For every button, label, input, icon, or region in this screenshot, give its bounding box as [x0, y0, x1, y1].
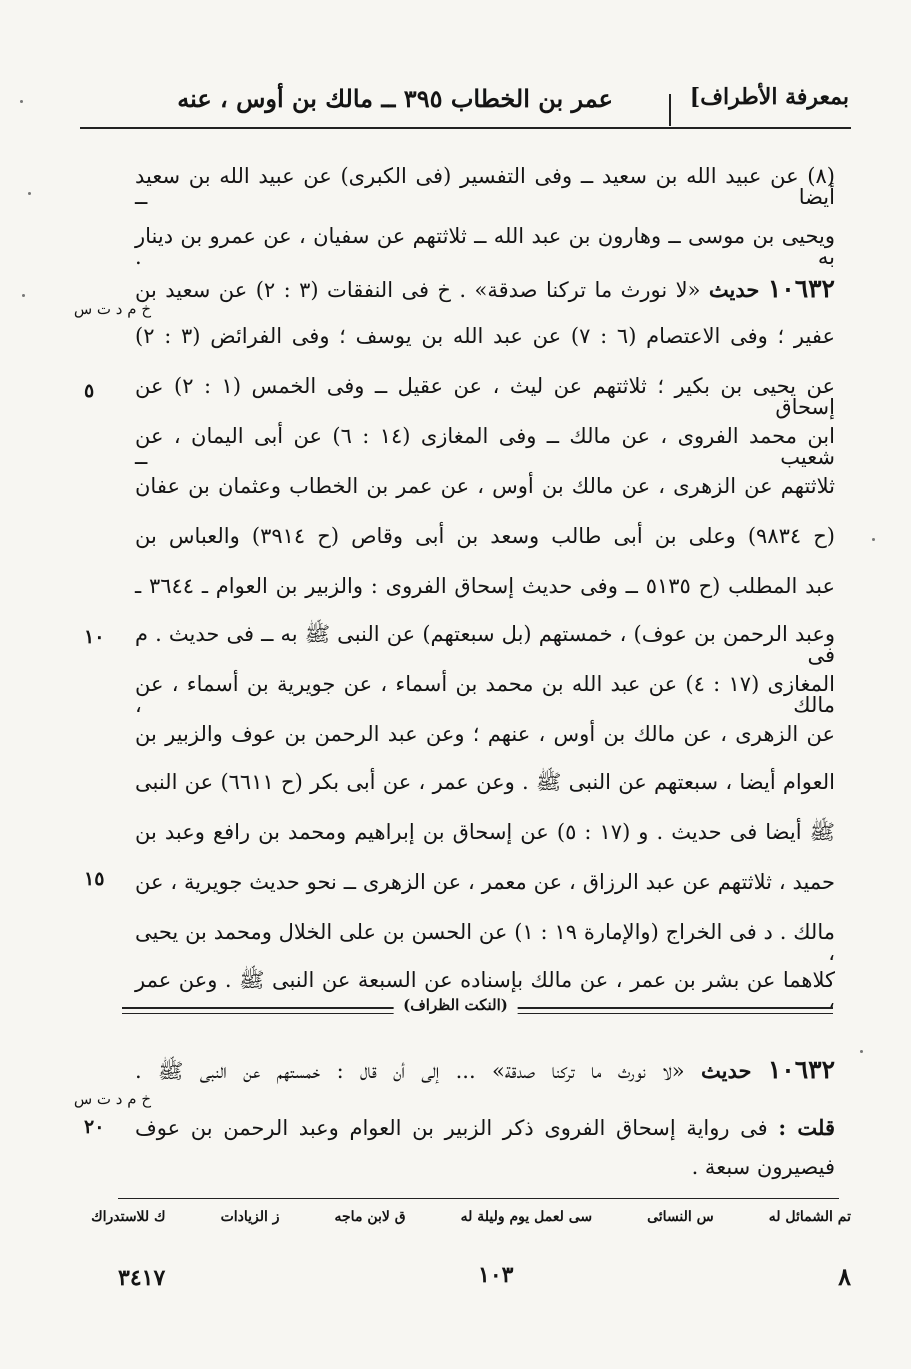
text-line: ﷺ أيضا فى حديث . و (١٧ : ٥) عن إسحاق بن إبراهيم ومحمد بن رافع وعبد بن — [135, 820, 835, 844]
header-divider-tick — [669, 94, 671, 126]
note-hadith-keyword: حديث — [701, 1058, 752, 1083]
note-hadith-number: ١٠٦٣٢ — [767, 1055, 835, 1084]
legend-item: ك للاستدراك — [91, 1209, 166, 1225]
scan-speck — [22, 294, 25, 297]
separator-label: (النكت الظراف) — [393, 996, 518, 1014]
margin-line-number: ١٥ — [84, 868, 105, 890]
scan-speck — [860, 1050, 863, 1053]
header-running-title: عمر بن الخطاب ٣٩٥ ــ مالك بن أوس ، عنه — [177, 84, 613, 113]
text-line: المغازى (١٧ : ٤) عن عبد الله بن محمد بن أسماء ، عن جويرية بن أسماء ، عن مالك ، — [135, 672, 835, 717]
text-line: كلاهما عن بشر بن عمر ، عن مالك بإسناده عن السبعة عن النبى ﷺ . وعن عمر ، — [135, 968, 835, 1013]
sigla-legend — [91, 1209, 851, 1225]
legend-item: سى لعمل يوم وليلة له — [460, 1209, 593, 1225]
text-line: حميد ، ثلاثتهم عن عبد الرزاق ، عن معمر ، عن الزهرى ــ نحو حديث جويرية ، عن — [135, 870, 835, 894]
legend-item: ز الزيادات — [220, 1209, 280, 1225]
note-sigla-codes: خ م د ت س — [73, 1090, 151, 1108]
footer-hadith-range: ٣٤١٧ — [118, 1265, 166, 1291]
margin-line-number: ٥ — [84, 380, 95, 402]
volume-number: ٨ — [838, 1262, 851, 1291]
note-hadith-text: «لا نورث ما تركنا صدقة» ... إلى أن قال : خمستهم عن النبى ﷺ . — [135, 1059, 685, 1083]
hadith-number: ١٠٦٣٢ — [767, 274, 835, 303]
text-line: (٨) عن عبيد الله بن سعيد ــ وفى التفسير (فى الكبرى) عن عبيد الله بن سعيد أيضا ــ — [135, 164, 835, 209]
legend-item: ق لابن ماجه — [334, 1209, 406, 1225]
scan-speck — [20, 100, 23, 103]
text-line: عفير ؛ وفى الاعتصام (٦ : ٧) عن عبد الله بن يوسف ؛ وفى الفرائض (٣ : ٢) — [135, 324, 835, 348]
sigla-codes: خ م د ت س — [73, 300, 151, 318]
scan-speck — [872, 538, 875, 541]
note-line: فيصيرون سبعة . — [691, 1155, 835, 1179]
hadith-text: «لا نورث ما تركنا صدقة» . خ فى النفقات (٣ : ٢) عن سعيد بن — [135, 278, 701, 302]
footer-rule — [118, 1198, 839, 1199]
text-line: ابن محمد الفروى ، عن مالك ــ وفى المغازى (١٤ : ٦) عن أبى اليمان ، عن شعيب ــ — [135, 424, 835, 469]
text-line: عن يحيى بن بكير ؛ ثلاثتهم عن ليث ، عن عقيل ــ وفى الخمس (١ : ٢) عن إسحاق — [135, 374, 835, 419]
text-line: وعبد الرحمن بن عوف) ، خمستهم (بل سبعتهم) عن النبى ﷺ به ــ فى حديث . م فى — [135, 622, 835, 667]
text-line: ثلاثتهم عن الزهرى ، عن مالك بن أوس ، عن عمر بن الخطاب وعثمان بن عفان — [135, 474, 835, 498]
legend-item: تم الشمائل له — [768, 1209, 851, 1225]
margin-line-number: ١٠ — [84, 626, 105, 648]
text-line: عن الزهرى ، عن مالك بن أوس ، عنهم ؛ وعن عبد الرحمن بن عوف والزبير بن — [135, 722, 835, 746]
page-number: ١٠٣ — [478, 1262, 514, 1288]
note-line-hadith — [135, 1055, 835, 1089]
note-text: فى رواية إسحاق الفروى ذكر الزبير بن العوام وعبد الرحمن بن عوف — [135, 1116, 768, 1140]
text-line: (ح ٩٨٣٤) وعلى بن أبى طالب وسعد بن أبى وقاص (ح ٣٩١٤) والعباس بن — [135, 524, 835, 548]
text-line: العوام أيضا ، سبعتهم عن النبى ﷺ . وعن عمر ، عن أبى بكر (ح ٦٦١١) عن النبى — [135, 770, 835, 794]
text-line-hadith — [135, 276, 835, 301]
margin-line-number: ٢٠ — [84, 1116, 105, 1138]
header-rule — [80, 127, 851, 129]
note-line — [135, 1115, 835, 1140]
hadith-keyword: حديث — [708, 277, 760, 302]
legend-item: س النسائى — [647, 1209, 714, 1225]
text-line: ويحيى بن موسى ــ وهارون بن عبد الله ــ ثلاثتهم عن سفيان ، عن عمرو بن دينار به . — [135, 224, 835, 269]
header-section-title: بمعرفة الأطراف] — [689, 84, 849, 110]
scan-speck — [28, 192, 31, 195]
text-line: عبد المطلب (ح ٥١٣٥ ــ وفى حديث إسحاق الفروى : والزبير بن العوام ـ ٣٦٤٤ ـ — [135, 574, 836, 598]
text-line: مالك . د فى الخراج (والإمارة ١٩ : ١) عن الحسن بن على الخلال ومحمد بن يحيى ، — [135, 920, 835, 965]
note-qultu-keyword: قلت : — [778, 1115, 835, 1140]
